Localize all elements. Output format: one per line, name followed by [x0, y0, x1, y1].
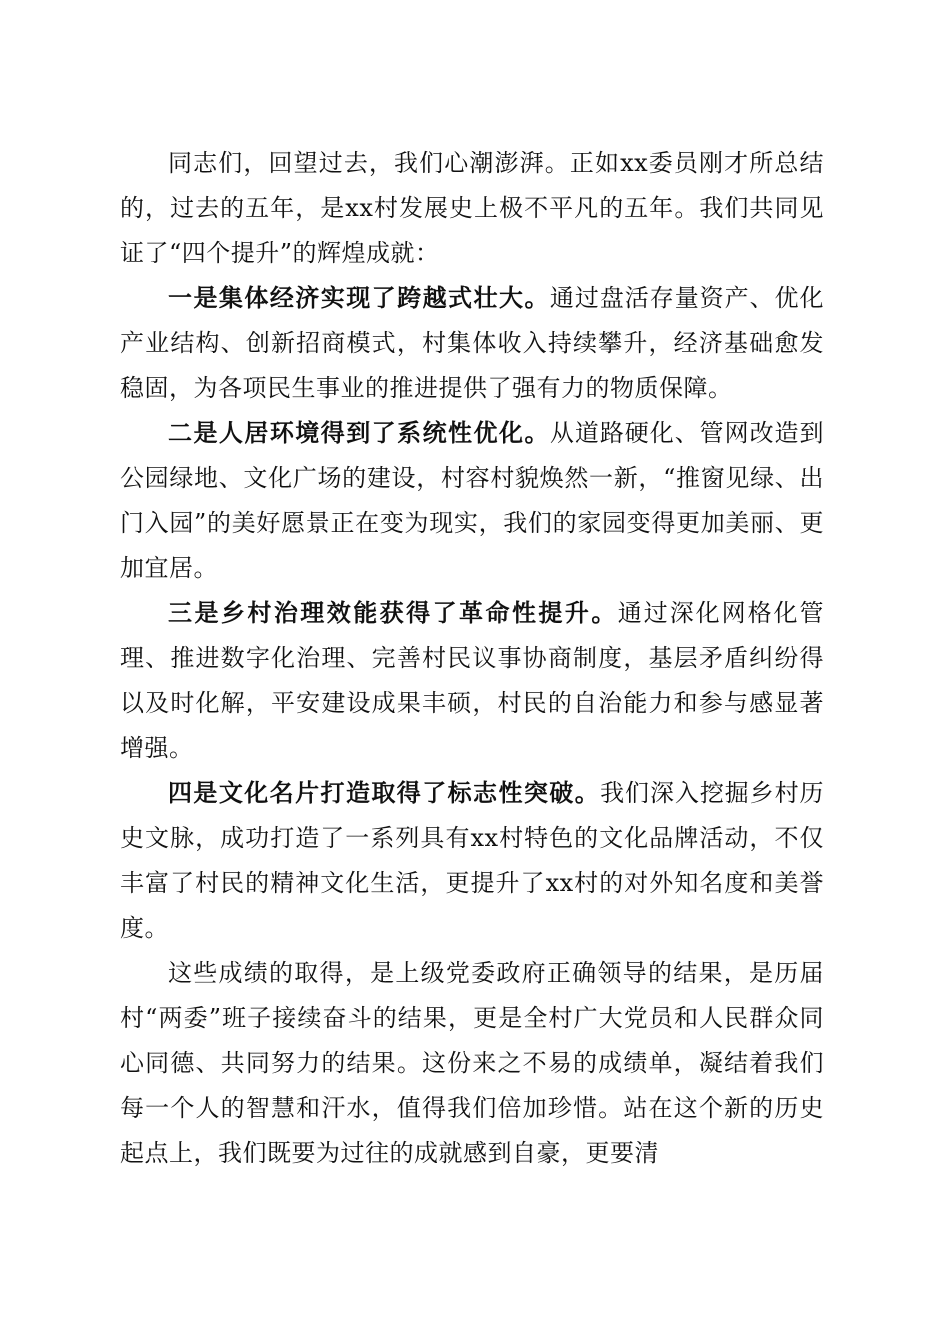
paragraph-text: 从道路硬化、管网改造到公园绿地、文化广场的建设，村容村貌焕然一新，“推窗见绿、出门入园”的美好愿景正在变为现实，我们的家园变得更加美丽、更加宜居。 [120, 419, 825, 582]
document-body [120, 141, 824, 1176]
paragraph-lead: 一是集体经济实现了跨越式壮大。 [168, 284, 550, 312]
paragraph-text: 通过盘活存量资产、优化产业结构、创新招商模式，村集体收入持续攀升，经济基础愈发稳固，为各项民生事业的推进提供了强有力的物质保障。 [120, 284, 825, 402]
paragraph-text: 我们深入挖掘乡村历史文脉，成功打造了一系列具有xx村特色的文化品牌活动，不仅丰富了村民的精神文化生活，更提升了xx村的对外知名度和美誉度。 [120, 779, 824, 942]
paragraph-text: 同志们，回望过去，我们心潮澎湃。正如xx委员刚才所总结的，过去的五年，是xx村发展史上极不平凡的五年。我们共同见证了“四个提升”的辉煌成就： [120, 149, 824, 267]
paragraph-text: 这些成绩的取得，是上级党委政府正确领导的结果，是历届村“两委”班子接续奋斗的结果，更是全村广大党员和人民群众同心同德、共同努力的结果。这份来之不易的成绩单，凝结着我们每一个人的智慧和汗水，值得我们倍加珍惜。站在这个新的历史起点上，我们既要为过往的成就感到自豪，更要清 [120, 959, 824, 1167]
paragraph-lead: 二是人居环境得到了系统性优化。 [168, 419, 550, 447]
paragraph-point-4 [120, 771, 824, 951]
paragraph-point-3 [120, 591, 824, 771]
paragraph-text: 通过深化网格化管理、推进数字化治理、完善村民议事协商制度，基层矛盾纠纷得以及时化解，平安建设成果丰硕，村民的自治能力和参与感显著增强。 [120, 599, 825, 762]
paragraph-point-1 [120, 276, 824, 411]
paragraph-lead: 三是乡村治理效能获得了革命性提升。 [168, 599, 618, 627]
paragraph-lead: 四是文化名片打造取得了标志性突破。 [168, 779, 601, 807]
paragraph-conclusion [120, 951, 824, 1176]
paragraph-point-2 [120, 411, 824, 591]
paragraph-intro [120, 141, 824, 276]
